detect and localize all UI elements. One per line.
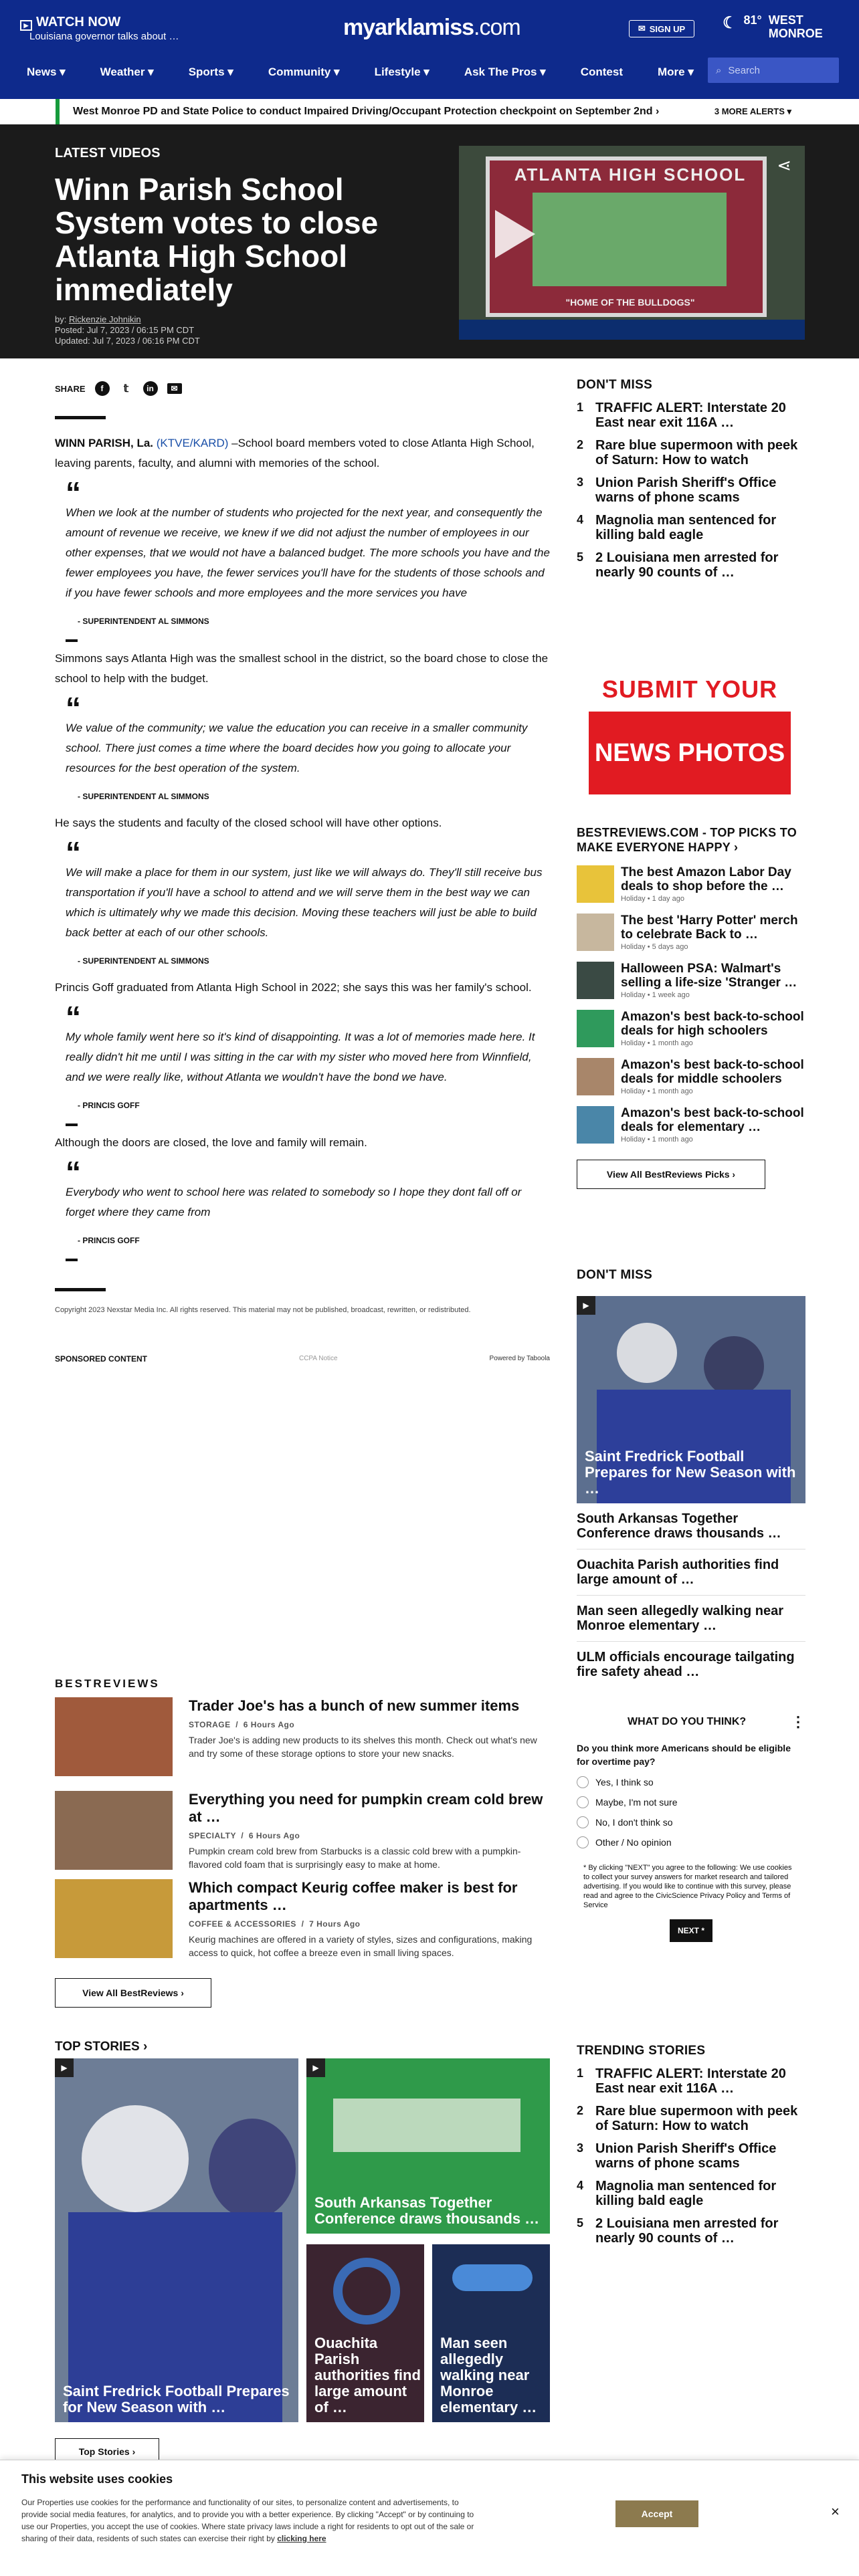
quote-icon: “: [66, 1155, 81, 1190]
quote-attribution: - SUPERINTENDENT AL SIMMONS: [78, 956, 209, 966]
list-item[interactable]: Amazon's best back-to-school deals for high schoolers Holiday • 1 month ago: [577, 1010, 805, 1047]
list-item[interactable]: Everything you need for pumpkin cream cold brew at … SPECIALTY / 6 Hours Ago Pumpkin cream cold brew from Starbucks is a classic cold brew with a pumpkin-flavored cold foam that is surprisingly easy to make at home.: [55, 1791, 550, 1871]
section-title: DON'T MISS: [577, 378, 653, 392]
nav-lifestyle[interactable]: Lifestyle ▾: [374, 66, 430, 78]
top-story-card[interactable]: ▶ South Arkansas Together Conference draws thousands …: [306, 2058, 550, 2234]
list-item[interactable]: 2 Rare blue supermoon with peek of Saturn: How to watch: [577, 438, 798, 467]
section-title[interactable]: BESTREVIEWS.COM - TOP PICKS TO MAKE EVERYONE HAPPY ›: [577, 826, 797, 854]
more-icon[interactable]: ⋮: [791, 1713, 805, 1730]
section-title: TRENDING STORIES: [577, 2044, 706, 2058]
weather-widget[interactable]: [723, 13, 823, 40]
cookie-banner: [0, 2460, 859, 2576]
hero-video[interactable]: ATLANTA HIGH SCHOOL "HOME OF THE BULLDOGS" ⋖: [459, 146, 805, 340]
poll-question: Do you think more Americans should be eligible for overtime pay?: [577, 1743, 791, 1767]
trending-list: [577, 2044, 805, 2246]
site-logo[interactable]: myarklamiss.com: [343, 15, 520, 40]
quote-icon: “: [66, 1000, 81, 1035]
list-item[interactable]: 2 Rare blue supermoon with peek of Saturn: How to watch: [577, 2104, 798, 2133]
location: WEST MONROE: [768, 13, 823, 40]
accept-button[interactable]: Accept: [615, 2500, 698, 2527]
poll-title: WHAT DO YOU THINK?: [628, 1716, 747, 1727]
share-icon[interactable]: ⋖: [777, 155, 791, 175]
nav-weather[interactable]: Weather ▾: [100, 66, 154, 78]
list-item[interactable]: Man seen allegedly walking near Monroe elementary …: [577, 1596, 805, 1642]
signup-button[interactable]: ✉ SIGN UP: [629, 20, 694, 37]
divider: [55, 416, 106, 419]
video-icon: ▶: [306, 2058, 325, 2077]
top-story-card[interactable]: Ouachita Parish authorities find large amount of …: [306, 2244, 424, 2422]
poll-option[interactable]: No, I don't think so: [577, 1816, 805, 1828]
search-icon: ⌕: [716, 64, 722, 76]
dont-miss-feature: [577, 1268, 805, 1687]
top-story-card[interactable]: Man seen allegedly walking near Monroe elementary …: [432, 2244, 550, 2422]
updated-date: Updated: Jul 7, 2023 / 06:16 PM CDT: [55, 336, 200, 346]
lead-paragraph: WINN PARISH, La. (KTVE/KARD) –School board members voted to close Atlanta High School, leaving parents, faculty, and alumni with memories of the school.: [55, 437, 535, 469]
list-item[interactable]: The best 'Harry Potter' merch to celebrate Back to … Holiday • 5 days ago: [577, 914, 805, 951]
pull-quote: “ Everybody who went to school here was related to somebody so I hope they dont fall off or forget where they came from - PRINCIS GOFF: [55, 1154, 550, 1268]
share-bar: [55, 381, 182, 396]
quote-attribution: - PRINCIS GOFF: [78, 1101, 140, 1110]
next-button[interactable]: NEXT *: [670, 1919, 712, 1942]
list-item[interactable]: South Arkansas Together Conference draws thousands …: [577, 1503, 805, 1549]
byline: by: Rickenzie Johnikin Posted: Jul 7, 2023 / 06:15 PM CDT Updated: Jul 7, 2023 / 06:16 PM CDT: [55, 314, 200, 346]
list-item[interactable]: The best Amazon Labor Day deals to shop before the … Holiday • 1 day ago: [577, 865, 805, 903]
play-icon: ▶: [20, 20, 32, 31]
author-link[interactable]: Rickenzie Johnikin: [68, 314, 141, 324]
pull-quote: “ We value of the community; we value the education you can receive in a smaller community school. There just comes a time where the board decides how you going to allocate your resources for the best operation of the system. - SUPERINTENDENT AL SIMMONS: [55, 690, 550, 813]
section-title: DON'T MISS: [577, 1268, 653, 1282]
bestreviews-sidebar: [577, 825, 805, 1189]
top-stories-button[interactable]: Top Stories ›: [55, 2438, 159, 2465]
paragraph: Simmons says Atlanta High was the smallest school in the district, so the board chose to close the school to help with the budget.: [55, 652, 549, 685]
video-icon: ▶: [55, 2058, 74, 2077]
poll-option[interactable]: Yes, I think so: [577, 1776, 805, 1788]
top-stories-title[interactable]: TOP STORIES ›: [55, 2040, 148, 2054]
video-icon: ▶: [577, 1296, 595, 1315]
moon-icon: ☾: [723, 14, 737, 32]
list-item[interactable]: 4 Magnolia man sentenced for killing bald eagle: [577, 2179, 777, 2208]
paragraph: Princis Goff graduated from Atlanta High School in 2022; she says this was her family's school.: [55, 981, 532, 994]
quote-icon: “: [66, 691, 81, 726]
nav-more[interactable]: More ▾: [658, 66, 694, 78]
alert-banner[interactable]: [56, 99, 805, 124]
list-item[interactable]: Trader Joe's has a bunch of new summer items STORAGE / 6 Hours Ago Trader Joe's is adding new products to its shelves this month. Check out what's new and try some of these storage options to store your new snacks.: [55, 1697, 550, 1776]
cookie-title: This website uses cookies: [21, 2472, 173, 2486]
watch-now-link[interactable]: ▶ WATCH NOW: [20, 15, 120, 31]
ccpa-link[interactable]: CCPA Notice: [298, 1355, 338, 1362]
quote-attribution: - SUPERINTENDENT AL SIMMONS: [78, 792, 209, 801]
email-icon[interactable]: ✉: [167, 383, 182, 394]
sponsored-label: SPONSORED CONTENT: [55, 1354, 148, 1364]
more-alerts-button[interactable]: 3 MORE ALERTS ▾: [714, 106, 791, 116]
site-header: [0, 0, 859, 99]
list-item[interactable]: 5 2 Louisiana men arrested for nearly 90 counts of …: [577, 550, 779, 580]
twitter-icon[interactable]: 𝕥: [123, 383, 129, 395]
posted-date: Posted: Jul 7, 2023 / 06:15 PM CDT: [55, 325, 195, 335]
list-item[interactable]: 5 2 Louisiana men arrested for nearly 90 counts of …: [577, 2216, 779, 2246]
search-input[interactable]: ⌕ Search: [708, 58, 839, 83]
paragraph: He says the students and faculty of the closed school will have other options.: [55, 817, 442, 829]
list-item[interactable]: Amazon's best back-to-school deals for middle schoolers Holiday • 1 month ago: [577, 1058, 805, 1095]
article-body: [55, 433, 550, 1369]
list-item[interactable]: Which compact Keurig coffee maker is best for apartments … COFFEE & ACCESSORIES / 7 Hours Ago Keurig machines are offered in a variety of styles, sizes and configurations, making access to quick, hot coffee a breeze even in small living spaces.: [55, 1879, 550, 1959]
nav-ask-the-pros[interactable]: Ask The Pros ▾: [464, 66, 546, 78]
submit-photos-ad[interactable]: SUBMIT YOUR NEWS PHOTOS: [589, 675, 791, 794]
list-item[interactable]: 1 TRAFFIC ALERT: Interstate 20 East near exit 116A …: [577, 2066, 786, 2096]
dont-miss-list: [577, 378, 805, 580]
quote-attribution: - SUPERINTENDENT AL SIMMONS: [78, 617, 209, 626]
nav-community[interactable]: Community ▾: [268, 66, 340, 78]
paragraph: Although the doors are closed, the love and family will remain.: [55, 1136, 367, 1149]
share-label: SHARE: [55, 383, 86, 394]
article-headline: Winn Parish School System votes to close Atlanta High School immediately: [55, 172, 379, 307]
poll-disclaimer: * By clicking "NEXT" you agree to the following: We use cookies to collect your survey answers for market research and tailored advertising. If you would like to continue with this survey, please read and agree to the CivicScience Privacy Policy and Terms of Service: [583, 1864, 792, 1909]
facebook-icon[interactable]: f: [95, 381, 110, 396]
taboola-logo[interactable]: Powered by Taboola: [489, 1355, 550, 1362]
image-sign-text: ATLANTA HIGH SCHOOL: [514, 165, 747, 185]
view-all-picks-button[interactable]: View All BestReviews Picks ›: [577, 1160, 765, 1189]
linkedin-icon[interactable]: in: [143, 381, 158, 396]
list-item[interactable]: 1 TRAFFIC ALERT: Interstate 20 East near exit 116A …: [577, 401, 786, 430]
list-item[interactable]: Ouachita Parish authorities find large amount of …: [577, 1549, 805, 1596]
cookie-text: Our Properties use cookies for the performance and functionality of our sites, to personalize content and advertisements, to provide social media features, for analytics, and to provide you with a better experience. By clicking "Accept" or by continuing to use our Properties, you accept the use of cookies. Where state privacy laws include a right for residents to opt out of the sale or sharing of their data, residents of such states can exercise their right by clicking here: [21, 2498, 474, 2543]
divider: [55, 1288, 106, 1291]
list-item[interactable]: 3 Union Parish Sheriff's Office warns of phone scams: [577, 2141, 777, 2171]
nav-news[interactable]: News ▾: [27, 66, 66, 78]
close-icon[interactable]: ×: [831, 2503, 840, 2520]
poll-option[interactable]: Other / No opinion: [577, 1836, 805, 1848]
list-item[interactable]: Halloween PSA: Walmart's selling a life-size 'Stranger … Holiday • 1 week ago: [577, 962, 805, 999]
list-item[interactable]: 3 Union Parish Sheriff's Office warns of phone scams: [577, 475, 777, 505]
top-story-card[interactable]: ▶ Saint Fredrick Football Prepares for New Season with …: [55, 2058, 298, 2422]
watch-now-subtitle[interactable]: Louisiana governor talks about …: [29, 31, 179, 42]
poll-widget: [577, 1713, 805, 1942]
pull-quote: “ We will make a place for them in our system, just like we will always do. They'll still receive bus transportation if you'll have a school to attend and we will serve them in the best way we can which is ultimately why we made this decision. Moving these teachers will just be able to build back better at each of our other schools. - SUPERINTENDENT AL SIMMONS: [55, 835, 550, 978]
mail-icon: ✉: [638, 23, 646, 33]
list-item[interactable]: ULM officials encourage tailgating fire safety ahead …: [577, 1650, 795, 1679]
alert-text[interactable]: West Monroe PD and State Police to conduct Impaired Driving/Occupant Protection checkpoint on September 2nd ›: [73, 106, 660, 117]
bestreviews-logo[interactable]: BESTREVIEWS: [55, 1677, 160, 1690]
play-icon[interactable]: [495, 210, 535, 258]
list-item[interactable]: Amazon's best back-to-school deals for elementary … Holiday • 1 month ago: [577, 1106, 805, 1144]
quote-icon: “: [66, 475, 81, 510]
pull-quote: “ My whole family went here so it's kind of disappointing. It was a lot of memories made here. It really didn't hit me until I was sitting in the car with my sister who moved here from Winnfield, and we were really like, without Atlanta we wouldn't have the bond we have. - PRINCIS GOFF: [55, 999, 550, 1133]
poll-option[interactable]: Maybe, I'm not sure: [577, 1796, 805, 1808]
list-item[interactable]: 4 Magnolia man sentenced for killing bald eagle: [577, 513, 777, 542]
opt-out-link[interactable]: clicking here: [277, 2534, 326, 2543]
view-all-bestreviews-button[interactable]: View All BestReviews ›: [55, 1978, 211, 2008]
copyright: Copyright 2023 Nexstar Media Inc. All rights reserved. This material may not be published, broadcast, rewritten, or redistributed.: [55, 1306, 471, 1314]
quote-attribution: - PRINCIS GOFF: [78, 1236, 140, 1245]
temperature: 81°: [743, 13, 762, 27]
section-label: LATEST VIDEOS: [55, 146, 161, 160]
pull-quote: “ When we look at the number of students who projected for the next year, and consequently the amount of revenue we receive, we knew if we did not adjust the number of employees in our other expenses, that we would not have a balanced budget. The more schools you have and the fewer employees you have, the fewer services you'll have for the students of those schools and if you have fewer schools and more employees and the more services you have - SUPERINTENDENT AL SIMMONS: [55, 475, 550, 649]
quote-icon: “: [66, 835, 81, 870]
nav-sports[interactable]: Sports ▾: [188, 66, 233, 78]
station-link[interactable]: (KTVE/KARD): [156, 437, 229, 449]
nav-contest[interactable]: Contest: [580, 66, 623, 78]
feature-card[interactable]: ▶ Saint Fredrick Football Prepares for New Season with …: [577, 1296, 805, 1503]
